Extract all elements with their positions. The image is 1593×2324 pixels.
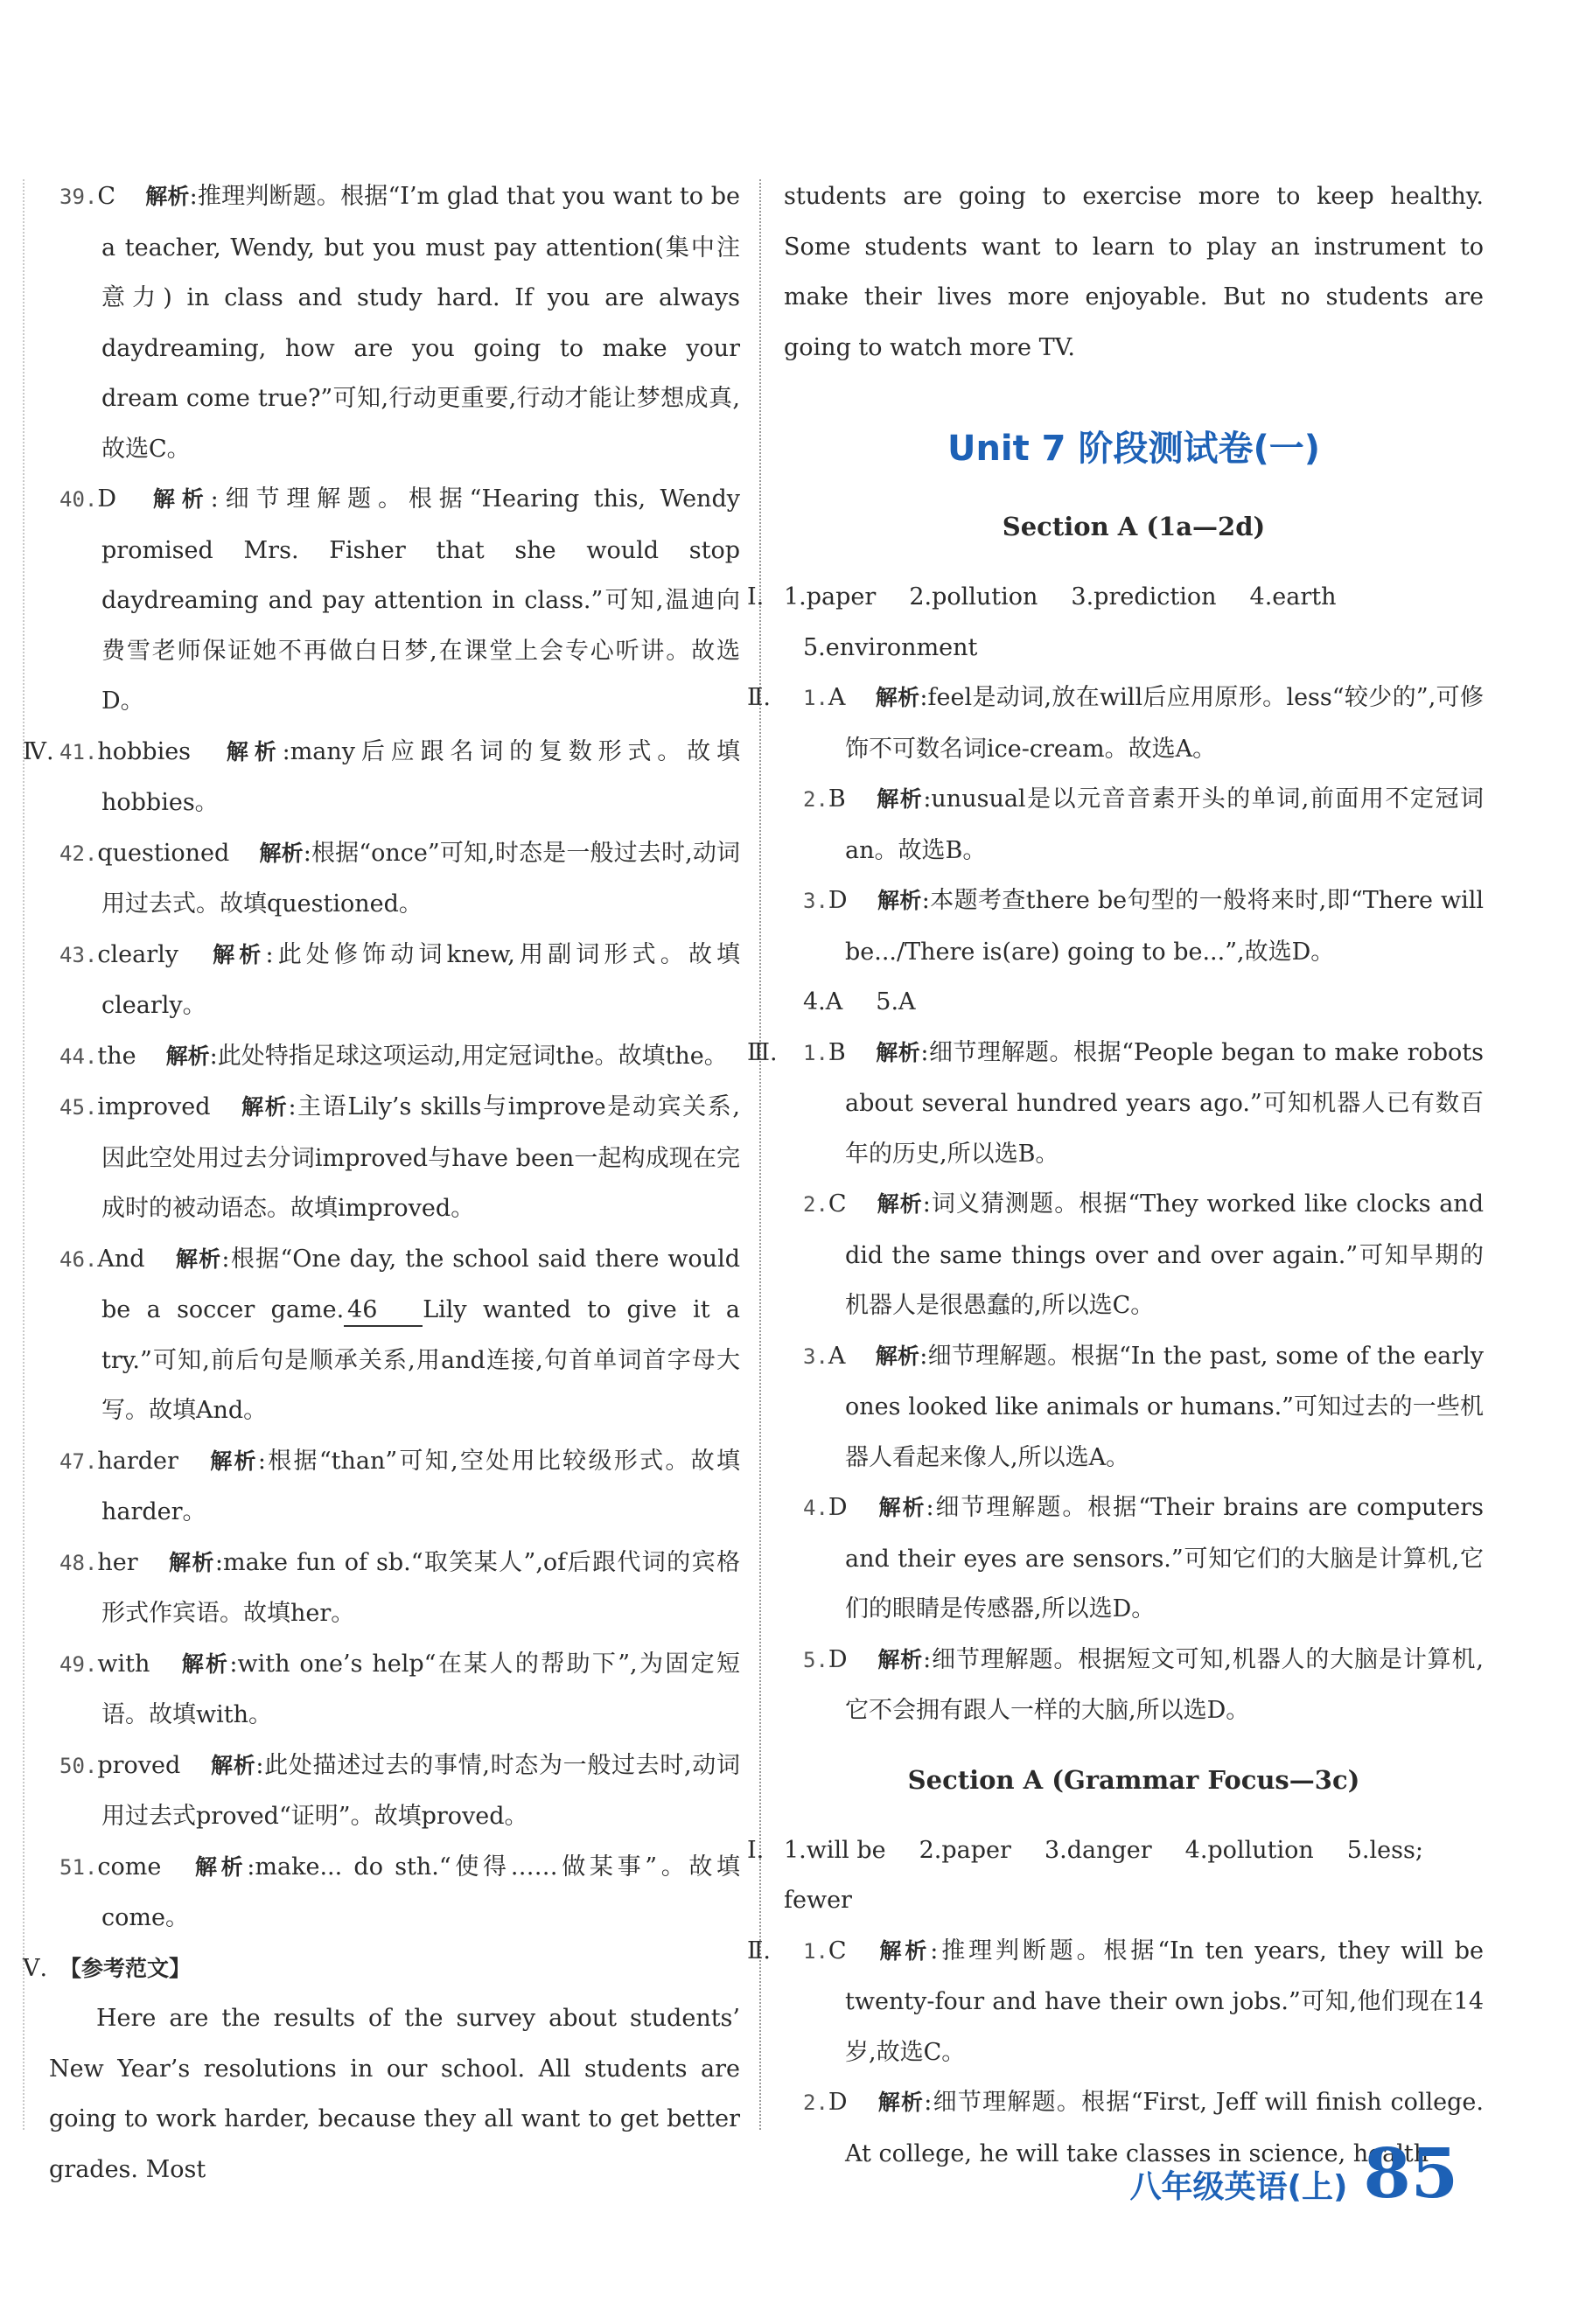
answer-item: 5.D 解析:细节理解题。根据短文可知,机器人的大脑是计算机,它不会拥有跟人一样的大脑,所以选D。 [803, 1645, 1484, 1724]
short-answer: 1.paper [784, 583, 877, 611]
answer-value: her [97, 1548, 138, 1576]
answer-number: 2. [803, 1192, 828, 1217]
answer-number: 48. [59, 1550, 98, 1575]
analysis-text: 根据“once”可知,时态是一般过去时,动词用过去式。故填questioned。 [101, 839, 740, 918]
analysis-text: make fun of sb.“取笑某人”,of后跟代词的宾格形式作宾语。故填her。 [101, 1548, 740, 1627]
short-answer: 2.paper [919, 1836, 1011, 1864]
analysis-text: 细节理解题。根据短文可知,机器人的大脑是计算机,它不会拥有跟人一样的大脑,所以选D。 [845, 1645, 1484, 1724]
answer-body: 46.And 解析:根据“One day, the school said there would be a soccer game. 46 Lily wanted to give it a try.”可知,前后句是顺承关系,用and连接,句首单词首字母大写。故填And。 [59, 1245, 740, 1424]
analysis-label: 解析 [220, 738, 283, 764]
answer-body: 51.come 解析:make... do sth.“使得……做某事”。故填come。 [59, 1853, 740, 1931]
answer-value: D [828, 2089, 848, 2116]
answer-body: 42.questioned 解析:根据“once”可知,时态是一般过去时,动词用过去式。故填questioned。 [59, 839, 740, 918]
short-answer: 1.will be [784, 1836, 886, 1864]
s1-part3 [747, 1028, 1484, 1736]
answer-number: 39. [59, 185, 98, 209]
answer-number: 1. [803, 1040, 828, 1065]
short-answer: 3.danger [1044, 1836, 1152, 1864]
analysis-text: 此处特指足球这项运动,用定冠词the。故填the。 [217, 1042, 728, 1070]
answer-body: 48.her 解析:make fun of sb.“取笑某人”,of后跟代词的宾格形式作宾语。故填her。 [59, 1548, 740, 1627]
right-column [747, 171, 1484, 2179]
answer-value: with [97, 1650, 150, 1678]
answer-value: clearly [97, 940, 178, 968]
analysis-label: 解析 [875, 685, 920, 710]
s1-part3-roman: Ⅲ. [747, 1038, 778, 1066]
analysis-text: 细节理解题。根据“First, Jeff will finish college. At college, he will take classes in science, health [845, 2089, 1484, 2167]
answer-number: 1. [803, 686, 828, 710]
answer-body: 50.proved 解析:此处描述过去的事情,时态为一般过去时,动词用过去式proved“证明”。故填proved。 [59, 1751, 740, 1830]
analysis-label: 解析 [210, 1752, 256, 1778]
section-title-grammar-focus: Section A (Grammar Focus—3c) [907, 1764, 1360, 1795]
s1-part1-line2: 5.environment [803, 633, 978, 661]
answer-number: 40. [59, 487, 98, 512]
analysis-text: 此处修饰动词knew,用副词形式。故填clearly。 [101, 940, 740, 1019]
analysis-text: 细节理解题。根据“In the past, some of the early ones looked like animals or humans.”可知过去的一些机器人看起来像人,所以选A。 [845, 1342, 1484, 1471]
analysis-label: 解析 [240, 1094, 289, 1120]
answer-item: 2.C 解析:词义猜测题。根据“They worked like clocks and did the same things over and over again.”可知早期的机器人是很愚蠢的,所以选C。 [803, 1190, 1484, 1319]
analysis-text: 推理判断题。根据“I’m glad that you want to be a teacher, Wendy, but you must pay attention(集中注意力) in class and study hard. If you are always daydreaming, how are you going to make your dream come true?”可知,行动更重要,行动才能让梦想成真,故选C。 [101, 183, 740, 463]
unit-title: Unit 7 阶段测试卷(一) [947, 429, 1321, 469]
s1-part2-roman: Ⅱ. [747, 684, 771, 711]
answer-item: 2.D 解析:细节理解题。根据“First, Jeff will finish college. At college, he will take classes in science, health [803, 2089, 1484, 2167]
s2-part2-roman: Ⅱ. [747, 1937, 771, 1965]
essay-roman: Ⅴ. [23, 1954, 48, 1982]
answer-item [23, 1082, 740, 1234]
s2-part1 [747, 1825, 1484, 1926]
short-answer: 5.A [876, 988, 916, 1015]
answer-number: 50. [59, 1753, 98, 1778]
answer-item [23, 1842, 740, 1944]
analysis-label: 解析 [875, 1039, 921, 1065]
analysis-text: 根据“One day, the school said there would be a soccer game. [101, 1245, 740, 1323]
answer-value: D [828, 1645, 848, 1673]
answer-value: D [828, 887, 848, 914]
answer-number: 44. [59, 1043, 98, 1069]
s1-part1 [747, 572, 1484, 673]
answer-body: 44.the 解析:此处特指足球这项运动,用定冠词the。故填the。 [59, 1042, 728, 1070]
answer-item [23, 727, 740, 828]
analysis-text: 此处描述过去的事情,时态为一般过去时,动词用过去式proved“证明”。故填proved。 [101, 1751, 740, 1830]
analysis-text: 细节理解题。根据“Their brains are computers and their eyes are sensors.”可知它们的大脑是计算机,它们的眼睛是传感器,所以选D。 [845, 1494, 1484, 1623]
short-answer: 4.earth [1249, 583, 1337, 611]
answer-number: 3. [803, 1343, 828, 1369]
answer-value: come [97, 1853, 162, 1881]
short-answer: 5.less; fewer [784, 1836, 1423, 1914]
analysis-label: 解析 [207, 1448, 258, 1474]
blank-marker: 46 [344, 1295, 423, 1327]
analysis-text: 本题考查there be句型的一般将来时,即“There will be.../There is(are) going to be...”,故选D。 [845, 887, 1484, 966]
essay-paragraph: Here are the results of the survey about students’ New Year’s resolutions in our school. All students are going to work harder, because they all want to get better grades. Most [49, 2005, 740, 2183]
analysis-text: 词义猜测题。根据“They worked like clocks and did the same things over and over again.”可知早期的机器人是很愚蠢的,所以选C。 [845, 1190, 1484, 1319]
answer-number: 46. [59, 1246, 98, 1272]
page-number: 85 [1363, 2134, 1458, 2214]
answer-value: B [828, 1038, 846, 1066]
analysis-label: 解析 [174, 1246, 222, 1272]
analysis-label: 解析 [877, 888, 922, 913]
answer-body: 49.with 解析:with one’s help“在某人的帮助下”,为固定短语。故填with。 [59, 1650, 740, 1728]
analysis-label: 解析 [165, 1043, 210, 1069]
answer-number: 47. [59, 1448, 98, 1474]
answer-item [23, 930, 740, 1031]
answer-body: 43.clearly 解析:此处修饰动词knew,用副词形式。故填clearly。 [59, 940, 740, 1019]
answer-body: 41.hobbies 解析:many后应跟名词的复数形式。故填hobbies。 [59, 737, 740, 816]
essay-heading-row [23, 1944, 740, 1994]
answer-value: harder [97, 1447, 178, 1475]
analysis-text: make... do sth.“使得……做某事”。故填come。 [101, 1853, 740, 1931]
left-column [23, 171, 740, 2195]
short-answer: 4.pollution [1184, 1836, 1314, 1864]
answer-number: 5. [803, 1647, 828, 1672]
analysis-label: 解析 [259, 840, 304, 866]
answer-item: 2.B 解析:unusual是以元音音素开头的单词,前面用不定冠词an。故选B。 [803, 785, 1484, 864]
answer-item [23, 1639, 740, 1741]
answer-body: 39.C 解析:推理判断题。根据“I’m glad that you want to be a teacher, Wendy, but you must pay attention(集中注意力) in class and study hard. If you are always daydreaming, how are you going to make your dream come true?”可知,行动更重要,行动才能让梦想成真,故选C。 [59, 183, 740, 463]
answer-item: 3.D 解析:本题考查there be句型的一般将来时,即“There will be.../There is(are) going to be...”,故选D。 [803, 887, 1484, 966]
answer-item [23, 1436, 740, 1538]
short-answer: 4.A [803, 988, 843, 1015]
answer-value: B [828, 785, 846, 813]
analysis-label: 解析 [877, 1495, 926, 1520]
answer-item: 3.A 解析:细节理解题。根据“In the past, some of the early ones looked like animals or humans.”可知过去的一些机器人看起来像人,所以选A。 [803, 1342, 1484, 1471]
answer-item [23, 1234, 740, 1436]
s1-part2-short-line [784, 977, 1484, 1028]
analysis-label: 解析 [167, 1549, 215, 1575]
answer-value: A [828, 684, 846, 711]
analysis-label: 解析 [145, 184, 190, 209]
analysis-label: 解析 [875, 786, 924, 812]
answer-body: 45.improved 解析:主语Lily’s skills与improve是动宾关系,因此空处用过去分词improved与have been一起构成现在完成时的被动语态。故填improved。 [59, 1093, 740, 1222]
answer-value: C [828, 1937, 847, 1965]
answer-number: 2. [803, 2090, 828, 2115]
answer-number: 45. [59, 1095, 98, 1120]
analysis-text: Lily wanted to give it a try.”可知,前后句是顺承关系,用and连接,句首单词首字母大写。故填And。 [101, 1296, 740, 1424]
analysis-text: many后应跟名词的复数形式。故填hobbies。 [101, 737, 740, 816]
answer-number: 41. [59, 739, 98, 764]
answer-value: hobbies [97, 737, 192, 765]
analysis-text: 根据“than”可知,空处用比较级形式。故填harder。 [101, 1447, 740, 1525]
footer-book-title: 八年级英语(上) [1129, 2169, 1348, 2205]
s2-part1-roman: Ⅰ. [747, 1836, 765, 1864]
analysis-label: 解析 [875, 1343, 920, 1369]
answer-value: A [828, 1342, 846, 1370]
answer-body: 40.D 解析:细节理解题。根据“Hearing this, Wendy promised Mrs. Fisher that she would stop daydreaming and pay attention in class.”可知,温迪向费雪老师保证她不再做白日梦,在课堂上会专心听讲。故选D。 [59, 485, 740, 715]
analysis-text: 细节理解题。根据“People began to make robots about several hundred years ago.”可知机器人已有数百年的历史,所以选B。 [845, 1038, 1484, 1168]
answer-item [23, 1741, 740, 1842]
s1-part2-items [784, 673, 1484, 977]
analysis-label: 解析 [877, 1646, 924, 1672]
s1-part1-roman: Ⅰ. [747, 583, 765, 611]
section-roman: Ⅳ. [23, 737, 54, 765]
page-footer [1130, 2134, 1458, 2214]
s1-part3-items [784, 1028, 1484, 1736]
s1-part2 [747, 673, 1484, 1028]
answer-number: 1. [803, 1938, 828, 1964]
answer-body: 47.harder 解析:根据“than”可知,空处用比较级形式。故填harder。 [59, 1447, 740, 1525]
answer-value: improved [97, 1093, 211, 1120]
answer-number: 4. [803, 1496, 828, 1520]
answer-number: 43. [59, 942, 98, 967]
analysis-label: 解析 [146, 486, 211, 512]
answer-value: C [97, 183, 116, 210]
analysis-label: 解析 [208, 941, 266, 967]
answer-item: 1.A 解析:feel是动词,放在will后应用原形。less“较少的”,可修饰不可数名词ice-cream。故选A。 [803, 684, 1484, 763]
analysis-label: 解析 [876, 1937, 931, 1964]
answer-item [23, 474, 740, 727]
answer-item [23, 171, 740, 474]
analysis-text: 推理判断题。根据“In ten years, they will be twenty-four and have their own jobs.”可知,他们现在14岁,故选C。 [845, 1937, 1484, 2066]
answer-item [23, 1538, 740, 1639]
analysis-label: 解析 [191, 1853, 248, 1880]
s2-part1-line1 [784, 1825, 1484, 1926]
analysis-text: 主语Lily’s skills与improve是动宾关系,因此空处用过去分词improved与have been一起构成现在完成时的被动语态。故填improved。 [101, 1093, 740, 1222]
short-answer: 3.prediction [1071, 583, 1217, 611]
analysis-text: feel是动词,放在will后应用原形。less“较少的”,可修饰不可数名词ice-cream。故选A。 [845, 684, 1484, 763]
analysis-text: unusual是以元音音素开头的单词,前面用不定冠词an。故选B。 [845, 785, 1484, 864]
section-title-1a-2d: Section A (1a—2d) [1002, 512, 1266, 541]
answer-value: questioned [97, 839, 230, 867]
answer-value: proved [97, 1751, 181, 1779]
short-answer: 2.pollution [909, 583, 1038, 611]
analysis-text: 细节理解题。根据“Hearing this, Wendy promised Mrs. Fisher that she would stop daydreaming and pay attention in class.”可知,温迪向费雪老师保证她不再做白日梦,在课堂上会专心听讲。故选D。 [101, 485, 740, 715]
essay-heading: 【参考范文】 [59, 1955, 192, 1981]
answer-number: 2. [803, 787, 828, 812]
analysis-text: with one’s help“在某人的帮助下”,为固定短语。故填with。 [101, 1650, 740, 1728]
answer-item: 1.B 解析:细节理解题。根据“People began to make robots about several hundred years ago.”可知机器人已有数百年的历史,所以选B。 [803, 1038, 1484, 1168]
answer-number: 3. [803, 889, 828, 913]
answer-value: the [97, 1042, 136, 1070]
answer-value: And [97, 1245, 145, 1273]
analysis-label: 解析 [876, 1191, 923, 1217]
analysis-label: 解析 [179, 1651, 230, 1677]
answer-item: 4.D 解析:细节理解题。根据“Their brains are computers and their eyes are sensors.”可知它们的大脑是计算机,它们的眼睛是传感器,所以选D。 [803, 1494, 1484, 1623]
answer-value: C [828, 1190, 847, 1218]
essay-continuation: students are going to exercise more to keep healthy. Some students want to learn to play an instrument to make their lives more enjoyable. But no students are going to watch more TV. [784, 183, 1484, 361]
s1-part1-line1 [784, 572, 1484, 623]
answer-number: 49. [59, 1651, 98, 1677]
answer-number: 51. [59, 1854, 98, 1880]
left-answer-list [23, 171, 740, 1944]
answer-number: 42. [59, 841, 98, 866]
answer-item: 1.C 解析:推理判断题。根据“In ten years, they will be twenty-four and have their own jobs.”可知,他们现在14岁,故选C。 [803, 1937, 1484, 2066]
answer-value: D [828, 1494, 848, 1521]
answer-item [23, 1031, 740, 1083]
answer-value: D [97, 485, 117, 513]
answer-item [23, 828, 740, 930]
analysis-label: 解析 [877, 2090, 925, 2115]
